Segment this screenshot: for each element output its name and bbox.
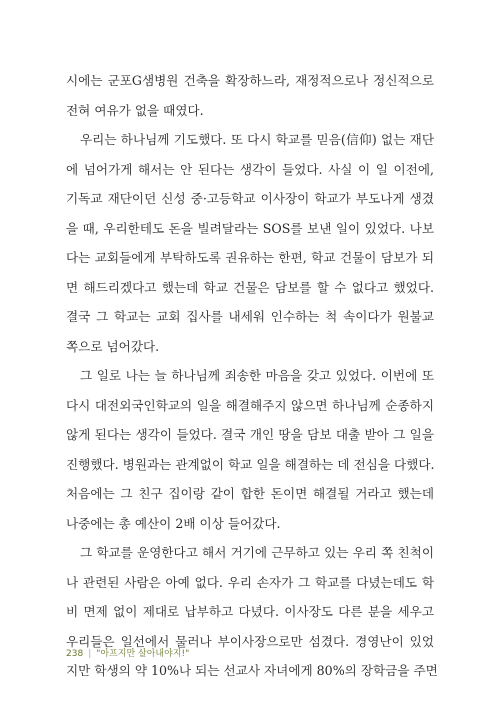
body-text: [66, 66, 438, 686]
text-line: 다시 대전외국인학교의 일을 해결해주지 않으면 하나님께 순종하지: [66, 397, 434, 413]
text-line: 결국 그 학교는 교회 집사를 내세워 인수하는 척 속이다가 원불교: [66, 309, 434, 324]
text-line: 시에는 군포G샘병원 건축을 확장하느라, 재정적으로나 정신적으로: [66, 73, 434, 88]
footer-separator: |: [88, 649, 92, 659]
running-title: "아프지만 살아내야지!": [96, 649, 190, 659]
page-number: 238: [66, 649, 84, 659]
text-line: 진행했다. 병원과는 관계없이 학교 일을 해결하는 데 전심을 다했다.: [66, 456, 435, 472]
text-line: 그 학교를 운영한다고 해서 거기에 근무하고 있는 우리 쪽 친척이: [80, 545, 434, 560]
text-line: 우리들은 일선에서 물러나 부이사장으로만 섬겼다. 경영난이 있었: [66, 633, 434, 649]
text-line: 기독교 재단이던 신성 중·고등학교 이사장이 학교가 부도나게 생겼: [66, 191, 434, 206]
text-line: 다는 교회들에게 부탁하도록 권유하는 한편, 학교 건물이 담보가 되: [66, 250, 434, 265]
text-line: 비 면제 없이 제대로 납부하고 다녔다. 이사장도 다른 분을 세우고: [66, 604, 434, 619]
text-line: 을 때, 우리한테도 돈을 빌려달라는 SOS를 보낸 일이 있었다. 나보: [66, 220, 434, 236]
text-line: 않게 된다는 생각이 들었다. 결국 개인 땅을 담보 대출 받아 그 일을: [66, 427, 434, 442]
text-line: 면 해드리겠다고 했는데 학교 건물은 담보를 할 수 없다고 했었다.: [66, 279, 434, 295]
text-line: 전혀 여유가 없을 때였다.: [66, 102, 204, 118]
text-line: 처음에는 그 친구 집이랑 같이 합한 돈이면 해결될 거라고 했는데: [66, 486, 434, 501]
text-line: 우리는 하나님께 기도했다. 또 다시 학교를 믿음(信仰) 없는 재단: [80, 132, 434, 147]
text-line: 나 관련된 사람은 아예 없다. 우리 손자가 그 학교를 다녔는데도 학: [66, 574, 434, 590]
text-line: 에 넘어가게 해서는 안 된다는 생각이 들었다. 사실 이 일 이전에,: [66, 161, 434, 177]
text-line: 나중에는 총 예산이 2배 이상 들어갔다.: [66, 515, 281, 531]
text-line: 지만 학생의 약 10%나 되는 선교사 자녀에게 80%의 장학금을 주면: [66, 663, 438, 678]
text-line: 쪽으로 넘어갔다.: [66, 338, 160, 354]
text-line: 그 일로 나는 늘 하나님께 죄송한 마음을 갖고 있었다. 이번에 또: [80, 368, 434, 383]
page-footer: [66, 646, 189, 659]
